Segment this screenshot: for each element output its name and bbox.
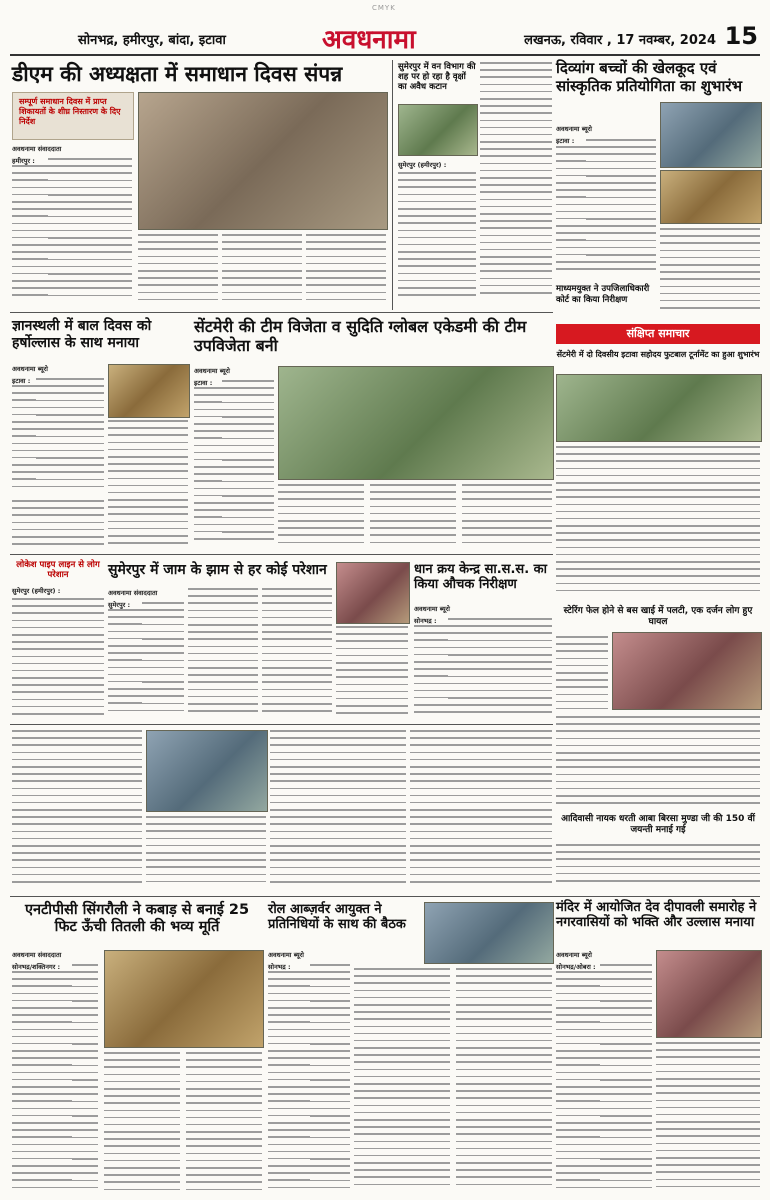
story-text-dhaan [448,618,552,720]
section-rule [10,896,760,897]
highlight-box-dm [12,92,134,140]
headline-gyan: ज्ञानस्थली में बाल दिवस को हर्षोल्लास के साथ मनाया [12,318,152,351]
dateline-mandir: सोनभद्र/ओबरा : [556,963,596,971]
story-text-ntpc-col1b [12,971,72,1194]
headline-jam: सुमेरपुर में जाम के झाम से हर कोई परेशान [108,562,327,578]
masthead [10,16,760,56]
headline-dhaan: धान क्रय केन्द्र सा.स.स. का किया औचक निरीक्षण [414,562,548,593]
masthead-logo: अवधनामा [322,25,416,55]
story-text-rail-col2 [354,968,450,1194]
byline-dm: अवधनामा संवाददाता [12,145,62,153]
dateline-stmary: इटावा : [194,379,213,387]
headline-stmary: सेंटमेरी की टीम विजेता व सुदिति ग्लोबल एकेडमी की टीम उपविजेता बनी [194,317,527,355]
byline-mandir: अवधनामा ब्यूरो [556,951,592,959]
photo-forest [398,104,478,156]
photo-bus-accident [612,632,762,710]
photo-middle-1 [146,730,268,812]
story-text-gyan-col1b [12,385,36,496]
continuation-text-3 [270,730,406,890]
byline-dhaan: अवधनामा ब्यूरो [414,605,450,613]
dateline-gyan: इटावा : [12,377,31,385]
photo-rail-meeting [424,902,554,964]
story-text-dhaan-b [414,625,448,720]
highlight-text-dm: सम्पूर्ण समाधान दिवस में प्राप्त शिकायतों के शीघ्र निस्तारण के दिए निर्देश [19,97,121,126]
story-text-lokesh [12,598,104,720]
story-text-stmary-col3 [370,484,456,548]
photo-jam [336,562,410,624]
dateline-jam: सुमेरपुर : [108,601,131,609]
headline-forest: सुमेरपुर में वन विभाग की शह पर हो रहा है वृक्षों का अवैध कटान [398,62,476,93]
story-text-stmary-col2 [278,484,364,548]
photo-stmary-team [278,366,554,480]
story-text-forest-col2 [480,62,552,310]
story-text-forest-col1 [398,172,476,310]
story-text-dm-col1 [48,158,132,308]
masthead-date: लखनऊ, रविवार , 17 नवम्बर, 2024 [524,33,716,48]
story-text-jam-col1b [108,609,142,720]
brief-text-1 [556,446,760,602]
byline-rail: अवधनामा ब्यूरो [268,951,304,959]
column-rule [392,60,393,310]
dateline-forest: सुमेरपुर (हमीरपुर) : [398,161,447,169]
photo-dm-meeting [138,92,388,230]
story-text-jam-col2 [188,588,258,720]
photo-divyang-2 [660,170,762,224]
photo-divyang-1 [660,102,762,168]
headline-dm: डीएम की अध्यक्षता में समाधान दिवस संपन्न [12,62,343,86]
headline-divyang: दिव्यांग बच्चों की खेलकूद एवं सांस्कृतिक प्रतियोगिता का शुभारंभ [556,59,743,95]
story-text-ntpc-col3 [186,1052,262,1194]
brief-subhead-3: आदिवासी नायक धरती आबा बिरसा मुण्डा जी की 150 वीं जयन्ती मनाई गई [561,814,755,836]
story-text-dm-col4 [306,234,386,308]
masthead-cities: सोनभद्र, हमीरपुर, बांदा, इटावा [78,33,226,48]
continuation-text-4 [410,730,552,890]
brief-text-3 [556,844,760,888]
story-text-mandir-col1 [600,964,652,1194]
headline-mandir: मंदिर में आयोजित देव दीपावली समारोह ने नगरवासियों को भक्ति और उल्लास मनाया [556,900,757,931]
byline-gyan: अवधनामा ब्यूरो [12,365,48,373]
byline-stmary: अवधनामा ब्यूरो [194,367,230,375]
brief-text-2b [556,716,760,810]
brief-subhead-2: स्टेरिंग फेल होने से बस खाई में पलटी, एक दर्जन लोग हुए घायल [563,606,753,628]
story-text-mandir-col2 [656,1042,760,1194]
dateline-dhaan: सोनभद्र : [414,617,437,625]
story-text-jam-col1 [142,602,184,720]
story-text-stmary-col1b [194,387,222,548]
page-number: 15 [724,22,758,50]
headline-ntpc: एनटीपीसी सिंगरौली ने कबाड़ से बनाई 25 फिट ऊँची तितली की भव्य मूर्ति [24,902,250,936]
continuation-text-2 [146,816,266,890]
dateline-divyang: इटावा : [556,137,575,145]
story-text-gyan-col3 [12,500,104,550]
brief-text-2a [556,636,608,716]
story-text-divyang-col1b [556,146,586,279]
story-text-dm-col2 [138,234,218,308]
section-rule [10,312,553,313]
byline-jam: अवधनामा संवाददाता [108,589,158,597]
story-text-mandir-col1b [556,971,600,1194]
story-text-gyan-col2 [108,420,188,550]
dateline-dm: हमीरपुर : [12,157,35,165]
story-text-divyang-col1 [586,139,656,279]
story-text-divyang-col3 [660,228,760,318]
subhead-divyang: माध्यमयुक्त ने उपजिलाधिकारी कोर्ट का किया निरीक्षण [556,284,650,305]
story-text-ntpc-col1 [72,964,98,1194]
photo-gyan [108,364,190,418]
story-text-rail-col1b [268,971,310,1194]
section-rule [10,724,553,725]
story-text-rail-col1 [310,964,350,1194]
continuation-text-1 [12,730,142,890]
dateline-lokesh: सुमेरपुर (हमीरपुर) : [12,587,61,595]
dateline-ntpc: सोनभद्र/शक्तिनगर : [12,963,61,971]
photo-dev-deepawali [656,950,762,1038]
photo-butterfly [104,950,264,1048]
headline-rail: रोल आब्ज़र्वर आयुक्त ने प्रतिनिधियों के साथ की बैठक [268,902,406,933]
brief-news-box: संक्षिप्त समाचार [556,324,760,344]
print-marker: CMYK [372,4,396,12]
brief-subhead-1: सेंटमेरी में दो दिवसीय इटावा सहोदय फुटबाल टूर्नामेंट का हुआ शुभारंभ [556,350,760,359]
story-text-dm-col3 [222,234,302,308]
story-text-jam-col4 [336,626,408,720]
story-text-stmary-col4 [462,484,552,548]
story-text-stmary-col1 [222,380,274,548]
section-rule [10,554,553,555]
photo-football [556,374,762,442]
dateline-rail: सोनभद्र : [268,963,291,971]
story-text-dm-col1b [12,165,48,308]
story-text-gyan-col1 [36,378,104,496]
headline-lokesh: लोकेश पाइप लाइन से लोग परेशान [16,560,100,581]
byline-divyang: अवधनामा ब्यूरो [556,125,592,133]
byline-ntpc: अवधनामा संवाददाता [12,951,62,959]
story-text-jam-col3 [262,588,332,720]
story-text-ntpc-col2 [104,1052,180,1194]
story-text-rail-col3 [456,968,552,1194]
